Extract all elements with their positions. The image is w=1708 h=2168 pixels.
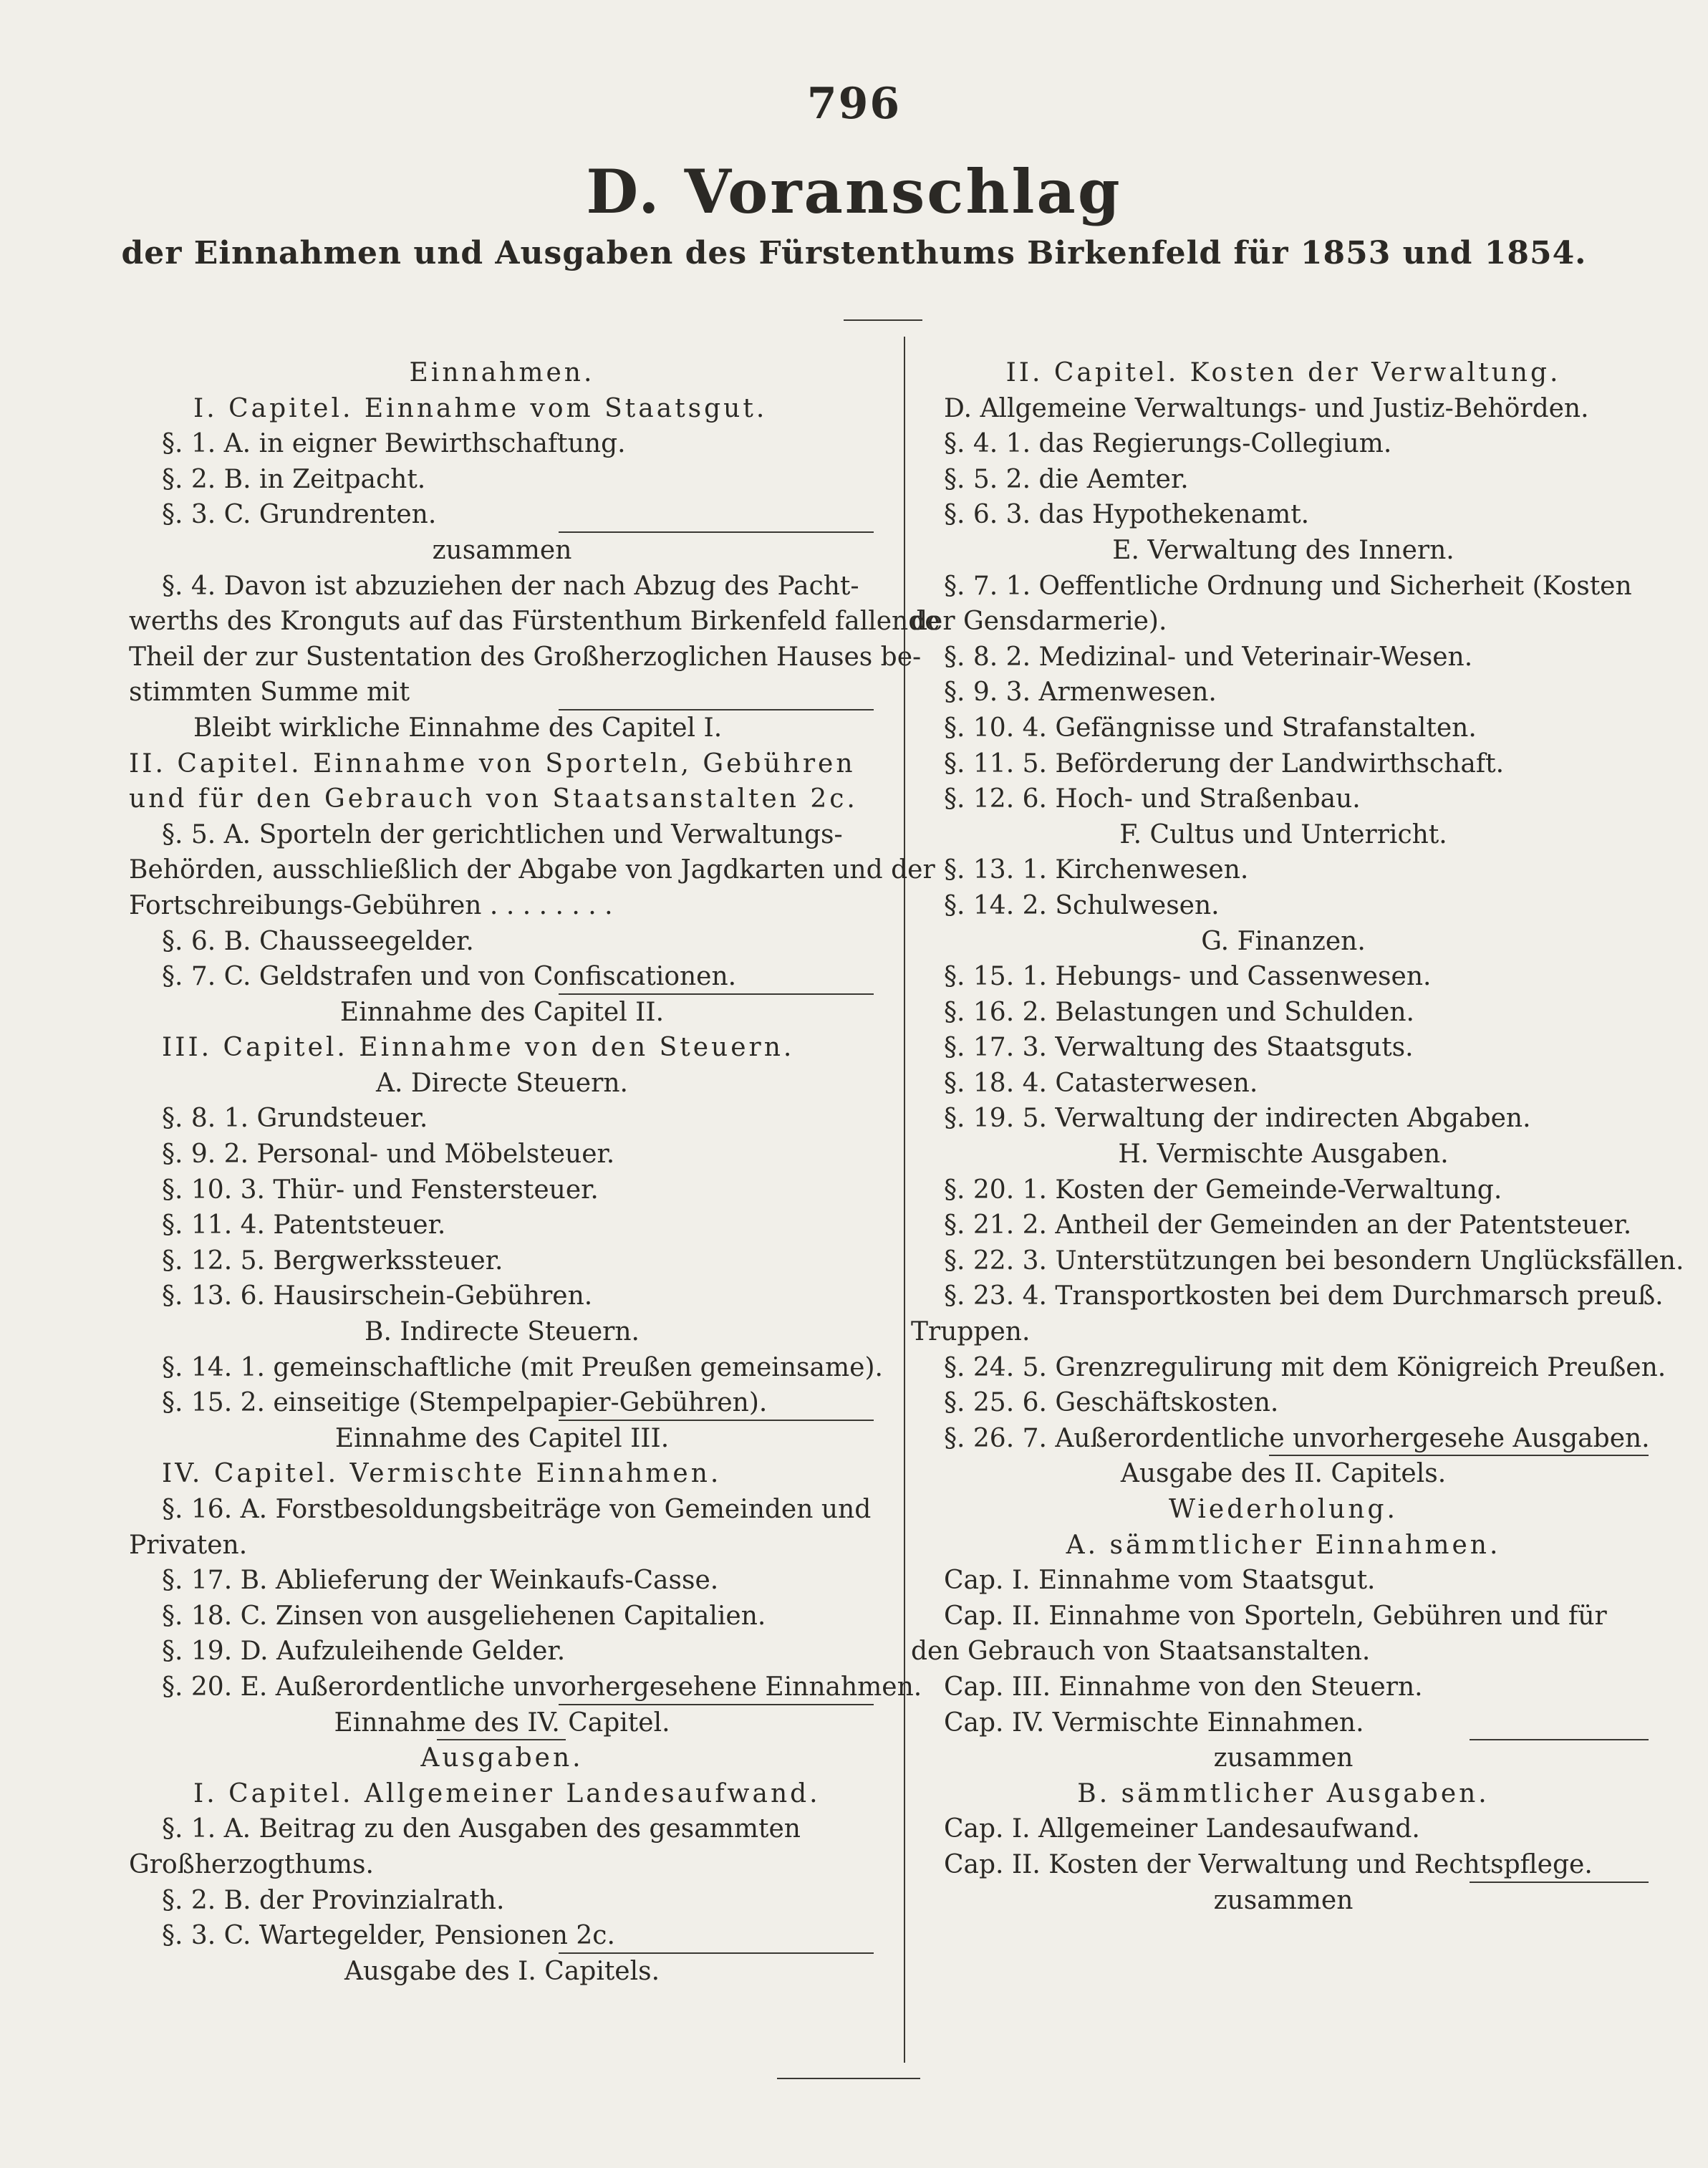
left-column-line: §. 12. 5. Bergwerkssteuer. bbox=[162, 1246, 503, 1276]
right-column-line: §. 11. 5. Beförderung der Landwirthschaft. bbox=[944, 748, 1505, 779]
left-column-line: Ausgabe des I. Capitels. bbox=[129, 1954, 875, 1990]
left-column-line: §. 8. 1. Grundsteuer. bbox=[162, 1104, 428, 1134]
right-column-line: der Gensdarmerie). bbox=[911, 607, 1167, 637]
right-column-line: §. 7. 1. Oeffentliche Ordnung und Sicherheit (Kosten bbox=[944, 571, 1632, 601]
left-column-line: B. Indirecte Steuern. bbox=[365, 1317, 640, 1347]
left-column-line: §. 3. C. Grundrenten. bbox=[162, 500, 437, 530]
left-column-line: Einnahmen. bbox=[409, 358, 595, 387]
left-column-line: §. 13. 6. Hausirschein-Gebühren. bbox=[162, 1281, 593, 1311]
right-column-line: §. 22. 3. Unterstützungen bei besondern Unglücksfällen. bbox=[944, 1246, 1684, 1276]
left-column-line: §. 5. A. Sporteln der gerichtlichen und Verwaltungs- bbox=[162, 819, 843, 849]
column-divider bbox=[904, 337, 905, 2063]
document-title: D. Voranschlag bbox=[586, 156, 1122, 227]
right-column-line: §. 16. 2. Belastungen und Schulden. bbox=[944, 997, 1414, 1027]
right-column-line: Cap. I. Allgemeiner Landesaufwand. bbox=[944, 1814, 1420, 1844]
right-column-line: §. 12. 6. Hoch- und Straßenbau. bbox=[944, 784, 1361, 814]
left-column-line: §. 16. A. Forstbesoldungsbeiträge von Gemeinden und bbox=[162, 1495, 872, 1524]
left-column-line: §. 3. C. Wartegelder, Pensionen 2c. bbox=[162, 1921, 615, 1951]
left-column-line: Privaten. bbox=[129, 1530, 248, 1560]
left-column-line: I. Capitel. Einnahme vom Staatsgut. bbox=[193, 393, 768, 423]
left-column-line: Theil der zur Sustentation des Großherzoglichen Hauses be- bbox=[129, 642, 922, 672]
left-column-line: §. 4. Davon ist abzuziehen der nach Abzug des Pacht- bbox=[162, 571, 859, 601]
right-column-line: Truppen. bbox=[911, 1317, 1031, 1347]
page-number: 796 bbox=[806, 79, 902, 129]
left-column-line: §. 7. C. Geldstrafen und von Confiscationen. bbox=[162, 962, 737, 992]
left-column-line: II. Capitel. Einnahme von Sporteln, Gebühren bbox=[129, 748, 856, 779]
left-column-line: §. 11. 4. Patentsteuer. bbox=[162, 1210, 446, 1240]
left-column bbox=[129, 355, 940, 1989]
left-column-line: §. 14. 1. gemeinschaftliche (mit Preußen gemeinsame). bbox=[162, 1352, 883, 1382]
left-column-line: Bleibt wirkliche Einnahme des Capitel I. bbox=[129, 710, 875, 746]
left-column-line: Ausgaben. bbox=[129, 1740, 875, 1776]
left-column-line: zusammen bbox=[129, 533, 875, 569]
right-column-line: §. 23. 4. Transportkosten bei dem Durchmarsch preuß. bbox=[944, 1281, 1664, 1311]
left-column-line: §. 1. A. Beitrag zu den Ausgaben des gesammten bbox=[162, 1814, 801, 1844]
left-column-line: §. 9. 2. Personal- und Möbelsteuer. bbox=[162, 1140, 615, 1170]
right-column-line: §. 24. 5. Grenzregulirung mit dem Königreich Preußen. bbox=[944, 1352, 1666, 1382]
left-column-line: §. 10. 3. Thür- und Fenstersteuer. bbox=[162, 1175, 599, 1205]
right-column-line: A. sämmtlicher Einnahmen. bbox=[1066, 1530, 1501, 1560]
left-column-line: §. 2. B. in Zeitpacht. bbox=[162, 464, 426, 494]
right-column-line: zusammen bbox=[911, 1740, 1656, 1776]
right-column-line: §. 19. 5. Verwaltung der indirecten Abgaben. bbox=[944, 1104, 1531, 1134]
right-column-line: §. 17. 3. Verwaltung des Staatsguts. bbox=[944, 1033, 1414, 1063]
title-divider bbox=[844, 319, 922, 321]
right-column-line: G. Finanzen. bbox=[1201, 926, 1366, 956]
right-column-line: zusammen bbox=[911, 1883, 1656, 1919]
right-column-line: H. Vermischte Ausgaben. bbox=[1118, 1140, 1449, 1170]
left-column-line: Einnahme des Capitel III. bbox=[129, 1421, 875, 1457]
left-column-line: §. 19. D. Aufzuleihende Gelder. bbox=[162, 1637, 566, 1667]
left-column-line: Großherzogthums. bbox=[129, 1849, 374, 1879]
right-column-line: §. 21. 2. Antheil der Gemeinden an der Patentsteuer. bbox=[944, 1210, 1632, 1240]
left-column-line: stimmten Summe mit bbox=[129, 678, 410, 708]
left-column-line: Einnahme des IV. Capitel. bbox=[129, 1705, 875, 1741]
left-column-line: Einnahme des Capitel II. bbox=[129, 995, 875, 1031]
left-column-line: werths des Kronguts auf das Fürstenthum Birkenfeld fallende bbox=[129, 607, 940, 637]
right-column-line: Cap. II. Einnahme von Sporteln, Gebühren und für bbox=[944, 1601, 1607, 1631]
right-column-line: §. 15. 1. Hebungs- und Cassenwesen. bbox=[944, 962, 1432, 992]
right-column-line: Cap. II. Kosten der Verwaltung und Rechtspflege. bbox=[944, 1849, 1593, 1879]
left-column-line: §. 17. B. Ablieferung der Weinkaufs-Casse. bbox=[162, 1566, 719, 1596]
left-column-line: §. 20. E. Außerordentliche unvorhergesehene Einnahmen. bbox=[162, 1672, 922, 1702]
right-column-line: Cap. I. Einnahme vom Staatsgut. bbox=[944, 1566, 1376, 1596]
left-column-line: Fortschreibungs-Gebühren . . . . . . . . bbox=[129, 890, 613, 920]
document-subtitle: der Einnahmen und Ausgaben des Fürstenthums Birkenfeld für 1853 und 1854. bbox=[121, 235, 1587, 271]
right-column-line: den Gebrauch von Staatsanstalten. bbox=[911, 1637, 1371, 1667]
right-column-line: §. 4. 1. das Regierungs-Collegium. bbox=[944, 429, 1392, 459]
left-column-line: III. Capitel. Einnahme von den Steuern. bbox=[162, 1033, 795, 1063]
right-column-line: II. Capitel. Kosten der Verwaltung. bbox=[1005, 358, 1561, 387]
left-column-line: und für den Gebrauch von Staatsanstalten 2c. bbox=[129, 784, 858, 814]
bottom-divider bbox=[777, 2078, 920, 2079]
right-column-line: Cap. IV. Vermischte Einnahmen. bbox=[944, 1707, 1364, 1738]
right-column-line: §. 14. 2. Schulwesen. bbox=[944, 890, 1220, 920]
right-column-line: §. 8. 2. Medizinal- und Veterinair-Wesen. bbox=[944, 642, 1473, 672]
left-column-line: §. 1. A. in eigner Bewirthschaftung. bbox=[162, 429, 626, 459]
right-column-line: §. 10. 4. Gefängnisse und Strafanstalten. bbox=[944, 713, 1477, 743]
right-column-line: §. 6. 3. das Hypothekenamt. bbox=[944, 500, 1310, 530]
left-column-line: Behörden, ausschließlich der Abgabe von Jagdkarten und der bbox=[129, 855, 935, 885]
left-column-line: IV. Capitel. Vermischte Einnahmen. bbox=[162, 1459, 722, 1489]
left-column-line: I. Capitel. Allgemeiner Landesaufwand. bbox=[193, 1778, 821, 1808]
right-column-line: D. Allgemeine Verwaltungs- und Justiz-Behörden. bbox=[944, 393, 1589, 423]
right-column-line: Wiederholung. bbox=[1169, 1495, 1398, 1524]
right-column-line: §. 13. 1. Kirchenwesen. bbox=[944, 855, 1249, 885]
left-column-line: §. 15. 2. einseitige (Stempelpapier-Gebühren). bbox=[162, 1388, 768, 1418]
right-column-line: §. 18. 4. Catasterwesen. bbox=[944, 1068, 1258, 1098]
left-column-line: §. 2. B. der Provinzialrath. bbox=[162, 1885, 505, 1915]
right-column-line: §. 9. 3. Armenwesen. bbox=[944, 678, 1217, 708]
left-column-line: §. 6. B. Chausseegelder. bbox=[162, 926, 474, 956]
right-column bbox=[911, 355, 1684, 1918]
right-column-line: E. Verwaltung des Innern. bbox=[1112, 535, 1454, 565]
right-column-line: §. 20. 1. Kosten der Gemeinde-Verwaltung. bbox=[944, 1175, 1502, 1205]
right-column-line: B. sämmtlicher Ausgaben. bbox=[1077, 1778, 1490, 1808]
right-column-line: Ausgabe des II. Capitels. bbox=[911, 1456, 1656, 1492]
right-column-line: Cap. III. Einnahme von den Steuern. bbox=[944, 1672, 1423, 1702]
right-column-line: §. 26. 7. Außerordentliche unvorhergesehe Ausgaben. bbox=[944, 1423, 1650, 1453]
right-column-line: §. 5. 2. die Aemter. bbox=[944, 464, 1189, 494]
right-column-line: §. 25. 6. Geschäftskosten. bbox=[944, 1388, 1279, 1418]
left-column-line: §. 18. C. Zinsen von ausgeliehenen Capitalien. bbox=[162, 1601, 766, 1631]
right-column-line: F. Cultus und Unterricht. bbox=[1119, 819, 1447, 849]
left-column-line: A. Directe Steuern. bbox=[376, 1068, 628, 1098]
